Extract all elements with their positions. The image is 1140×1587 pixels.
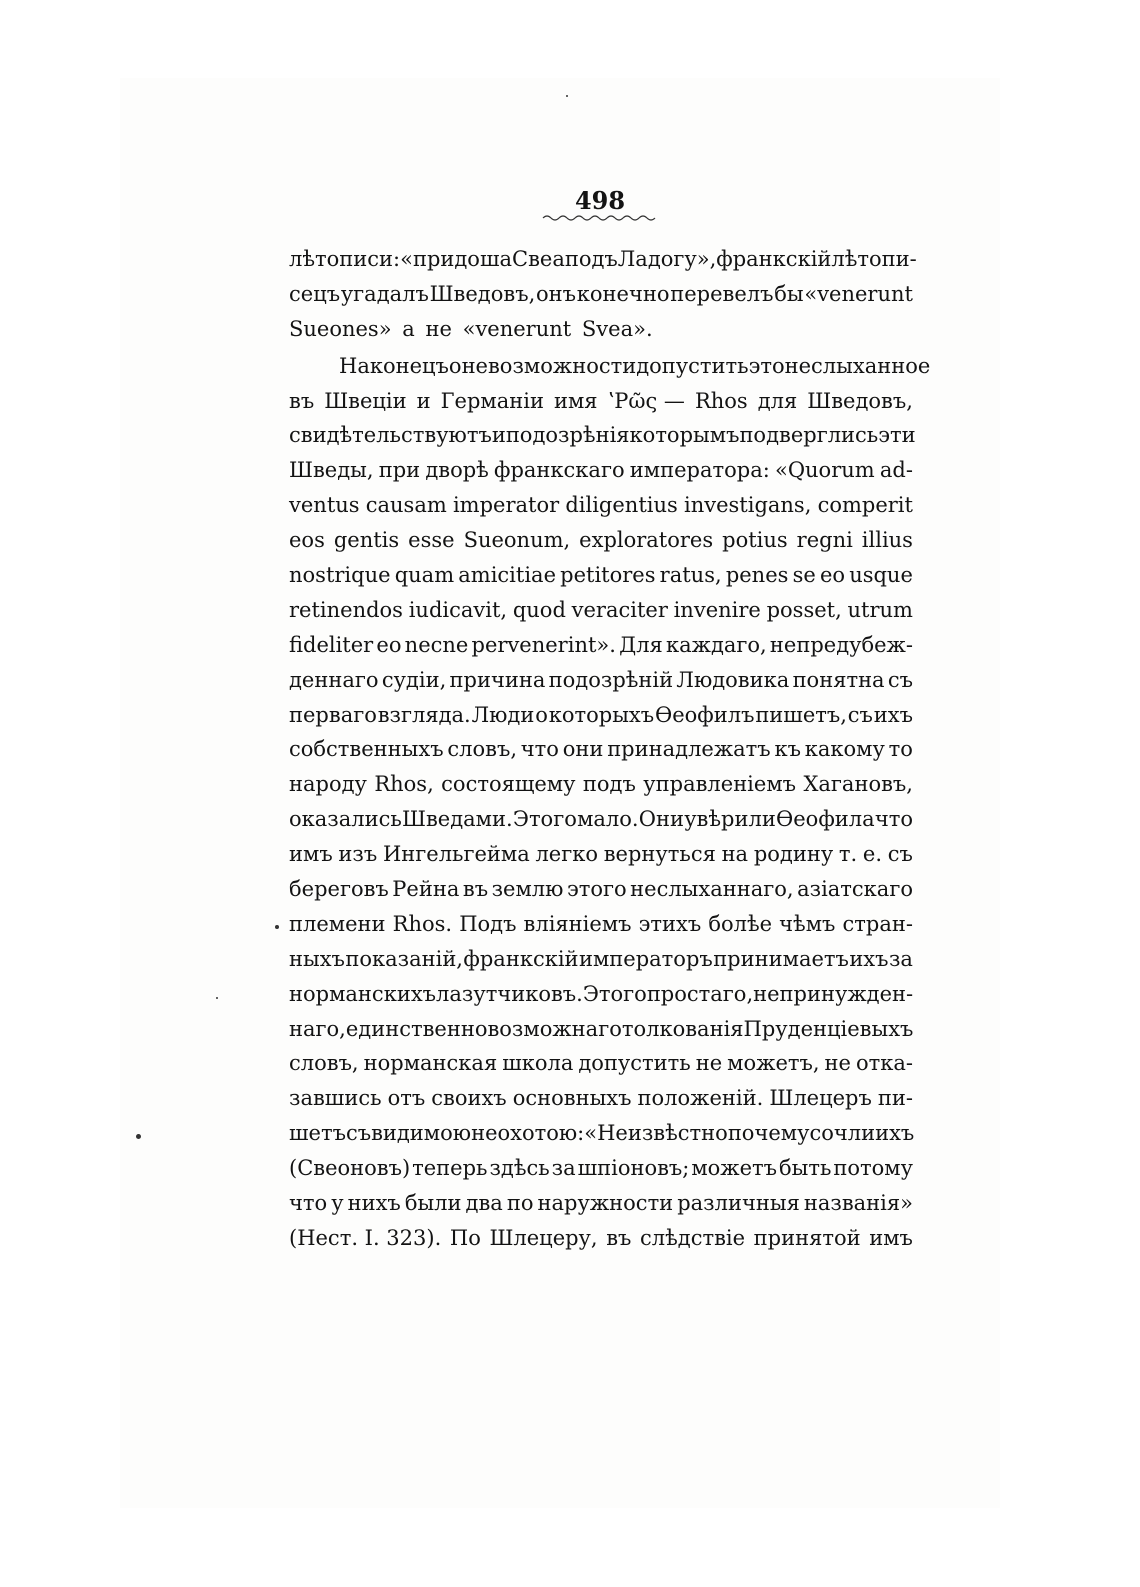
word: неохотою: [471,1121,585,1146]
word: къ [774,737,801,762]
word: съ [887,667,913,692]
scan-speck [136,1134,141,1139]
word: Ингельгейма [382,842,530,867]
word: что [520,737,559,762]
text-line [289,1081,913,1116]
word: судіи, [381,667,447,692]
word: отка- [855,1051,913,1076]
word: каждаго, [665,632,767,657]
word: состоящему [441,772,576,797]
word: принадлежатъ [607,737,771,762]
text-line [289,1151,913,1186]
word: землю [491,877,564,902]
text-line [289,732,913,767]
word: этого [566,877,627,902]
page-number: 498 [574,186,626,215]
word: непринужден- [753,981,914,1006]
word: лѣтописи: [289,247,401,271]
word: не [824,1051,851,1076]
word: posset, [766,597,842,622]
text-line [289,453,913,488]
word: можетъ, [727,1051,820,1076]
word: народу [289,772,367,797]
word: Шведовъ, [807,388,913,413]
word: veraciter [571,597,668,622]
text-line [289,872,913,907]
word: Ладогу», [617,247,717,271]
word: illius [861,528,913,553]
text-line [289,384,913,419]
word: непредубеж- [769,632,913,657]
word: наго, [289,1016,346,1041]
word: не [425,316,452,341]
word: Svea». [581,316,653,341]
text-line [289,942,913,977]
word: что [289,1191,328,1216]
word: вліяніемъ [523,911,632,936]
word: взгляда. [377,702,471,727]
word: «venerunt [462,316,572,341]
word: единственно [345,1016,488,1041]
word: причина [449,667,546,692]
text-line [289,628,913,663]
word: изъ [338,842,378,867]
word: пи- [877,1086,913,1111]
word: показаній, [345,946,463,971]
word: были [404,1191,462,1216]
word: Германіи [440,388,544,413]
text-line [289,907,913,942]
word: Шлецеръ [769,1086,872,1111]
word: quod [512,597,566,622]
scan-speck [275,925,279,929]
word: подъ [564,247,618,271]
text-line [289,593,913,628]
word: какому [804,737,885,762]
word: легко [535,842,599,867]
body-text [289,242,931,1256]
word: Для [619,632,663,657]
word: различныя [677,1191,800,1216]
word: франкскаго [494,458,625,483]
word: перевелъ [670,281,774,306]
word: comperit [817,493,913,518]
word: нихъ [347,1191,401,1216]
word: то [888,737,913,762]
word: Шлецеру, [489,1225,598,1250]
word: Людовика [676,667,790,692]
word: fideliter [289,632,374,657]
word: племени [289,911,386,936]
text-line [289,837,913,872]
word: видимою [371,1121,472,1146]
word: у [331,1191,344,1216]
word: не [695,1051,723,1076]
word: и [416,388,431,413]
word: собственныхъ [289,737,444,762]
word: petitores [560,563,656,588]
word: «venerunt [804,281,913,306]
word: невозможности [461,353,637,378]
word: имъ [289,842,333,867]
word: ratus, [659,563,722,588]
word: перваго [289,702,377,727]
text-line [289,349,931,384]
word: gentis [333,528,400,553]
word: названія» [803,1191,913,1216]
word: толкованія [621,1016,744,1041]
word: Свеа [512,247,565,271]
word: Шведами. [402,807,513,832]
word: eos [289,528,325,553]
word: лѣтопи- [831,247,917,271]
word: вернуться [603,842,716,867]
text-line [289,1186,913,1221]
word: Шведы, [289,458,374,483]
scan-speck [566,95,568,97]
word: о [535,702,548,727]
word: ихъ [875,1121,915,1146]
word: Ѳеофила [776,807,875,832]
word: necne [404,632,469,657]
word: основныхъ [512,1086,632,1111]
word: норманская [363,1051,498,1076]
word: понятна [792,667,885,692]
word: шпіоновъ; [577,1156,690,1181]
text-line [289,1221,913,1256]
word: usque [849,563,913,588]
word: nostrique [289,563,391,588]
word: Хагановъ, [803,772,913,797]
word: дворѣ [425,458,489,483]
word: exploratores [579,528,714,553]
word: imperator [452,493,560,518]
word: онъ [536,281,577,306]
word: эти [878,423,916,448]
word: ихъ [873,702,913,727]
word: франкскій [463,946,579,971]
word: быть [778,1156,832,1181]
word: береговъ [289,877,389,902]
word: словъ, [447,737,517,762]
word: школа [502,1051,574,1076]
word: е. [862,842,883,867]
word: въ [289,388,315,413]
word: regni [796,528,853,553]
word: potius [722,528,788,553]
word: ихъ [849,946,889,971]
text-line [289,523,913,558]
word: конечно [576,281,670,306]
word: invenire [673,597,761,622]
word: деннаго [289,667,379,692]
word: подверглись [739,423,879,448]
word: подозрѣнія [505,423,630,448]
text-line [289,277,913,312]
word: своихъ [431,1086,507,1111]
word: увѣрили [684,807,776,832]
text-line [289,418,916,453]
word: (Нест. I. 323). [289,1225,442,1250]
word: стран- [842,911,913,936]
decorative-wave-rule [541,213,658,223]
word: имъ [869,1225,913,1250]
word: Этого [512,807,577,832]
word: «Неизвѣстно [584,1121,728,1146]
word: норманскихъ [289,981,437,1006]
word: императоръ [578,946,713,971]
word: они [562,737,604,762]
word: retinendos [289,597,403,622]
word: въ [606,1225,632,1250]
word: Люди [471,702,535,727]
word: diligentius [565,493,678,518]
word: utrum [847,597,913,622]
word: eo [376,632,402,657]
word: se [792,563,816,588]
word: на [721,842,749,867]
word: penes [725,563,789,588]
word: которыхъ [548,702,655,727]
word: это [748,353,785,378]
word: допустить [636,353,749,378]
word: имя [553,388,598,413]
word: Они [638,807,684,832]
word: съ [345,1121,372,1146]
word: eo [819,563,846,588]
word: завшись [289,1086,382,1111]
word: Пруденціевыхъ [743,1016,914,1041]
word: «придоша [400,247,512,271]
word: amicitiae [458,563,556,588]
word: Sueones» [289,316,392,341]
word: Rhos [694,388,748,413]
word: Швеціи [324,388,407,413]
word: при [378,458,421,483]
word: императора: [629,458,770,483]
word: за [551,1156,576,1181]
text-line [289,488,913,523]
word: простаго, [646,981,754,1006]
word: потому [833,1156,913,1181]
text-line [289,1116,913,1151]
text-line [289,558,913,593]
word: два [465,1191,503,1216]
word: угадалъ [340,281,429,306]
word: франкскій [716,247,832,271]
word: этихъ [638,911,702,936]
word: наружности [537,1191,674,1216]
word: по [506,1191,534,1216]
word: которымъ [629,423,740,448]
word: Sueonum, [463,528,571,553]
word: неслыханное [784,353,931,378]
word: съ [847,702,873,727]
word: положеній. [637,1086,764,1111]
word: Шведовъ, [429,281,536,306]
word: неслыханнаго, [630,877,794,902]
word: за [888,946,913,971]
word: управленіемъ [643,772,797,797]
word: pervenerint». [471,632,616,657]
word: quam [394,563,455,588]
word: мало. [577,807,639,832]
word: esse [408,528,455,553]
word: Наконецъ [339,353,449,378]
word: болѣе [708,911,773,936]
text-line [289,977,913,1012]
word: словъ, [289,1051,359,1076]
text-line [289,663,913,698]
word: ad- [879,458,913,483]
word: родину [753,842,834,867]
word: ʽΡῶς — [607,388,685,413]
word: Этого [582,981,647,1006]
word: слѣдствіе [640,1225,746,1250]
word: пишетъ, [755,702,847,727]
word: investigans, [683,493,812,518]
text-line [289,312,913,347]
word: Ѳеофилъ [655,702,755,727]
word: По [449,1225,481,1250]
word: принятой [753,1225,861,1250]
word: ныхъ [289,946,345,971]
text-line [289,242,917,277]
word: а [402,316,415,341]
word: въ [462,877,489,902]
word: подозрѣній [548,667,674,692]
word: здѣсь [489,1156,550,1181]
word: для [757,388,798,413]
word: Рейна [392,877,460,902]
word: о [448,353,462,378]
word: возможнаго [487,1016,622,1041]
text-line [289,698,913,733]
word: бы [774,281,804,306]
word: чѣмъ [779,911,836,936]
word: лазутчиковъ. [436,981,583,1006]
word: Rhos. [392,911,453,936]
word: свидѣтельствуютъ [289,423,492,448]
word: азіатскаго [797,877,913,902]
text-line [289,1012,913,1047]
text-line [289,802,913,837]
word: и [491,423,506,448]
word: что [874,807,913,832]
word: шетъ [289,1121,346,1146]
word: допустить [578,1051,691,1076]
text-line [289,1046,913,1081]
word: сецъ [289,281,341,306]
word: «Quorum [774,458,875,483]
word: сочли [809,1121,876,1146]
word: Подъ [459,911,517,936]
word: iudicavit, [408,597,508,622]
word: т. [838,842,858,867]
word: подъ [582,772,636,797]
scan-speck [216,997,218,999]
word: почему [727,1121,810,1146]
word: можетъ [691,1156,778,1181]
word: (Свеоновъ) [289,1156,411,1181]
word: causam [365,493,447,518]
word: ventus [289,493,360,518]
word: оказались [289,807,402,832]
text-line [289,767,913,802]
word: отъ [387,1086,426,1111]
word: принимаетъ [713,946,849,971]
word: Rhos, [374,772,434,797]
word: теперь [412,1156,488,1181]
word: съ [887,842,913,867]
